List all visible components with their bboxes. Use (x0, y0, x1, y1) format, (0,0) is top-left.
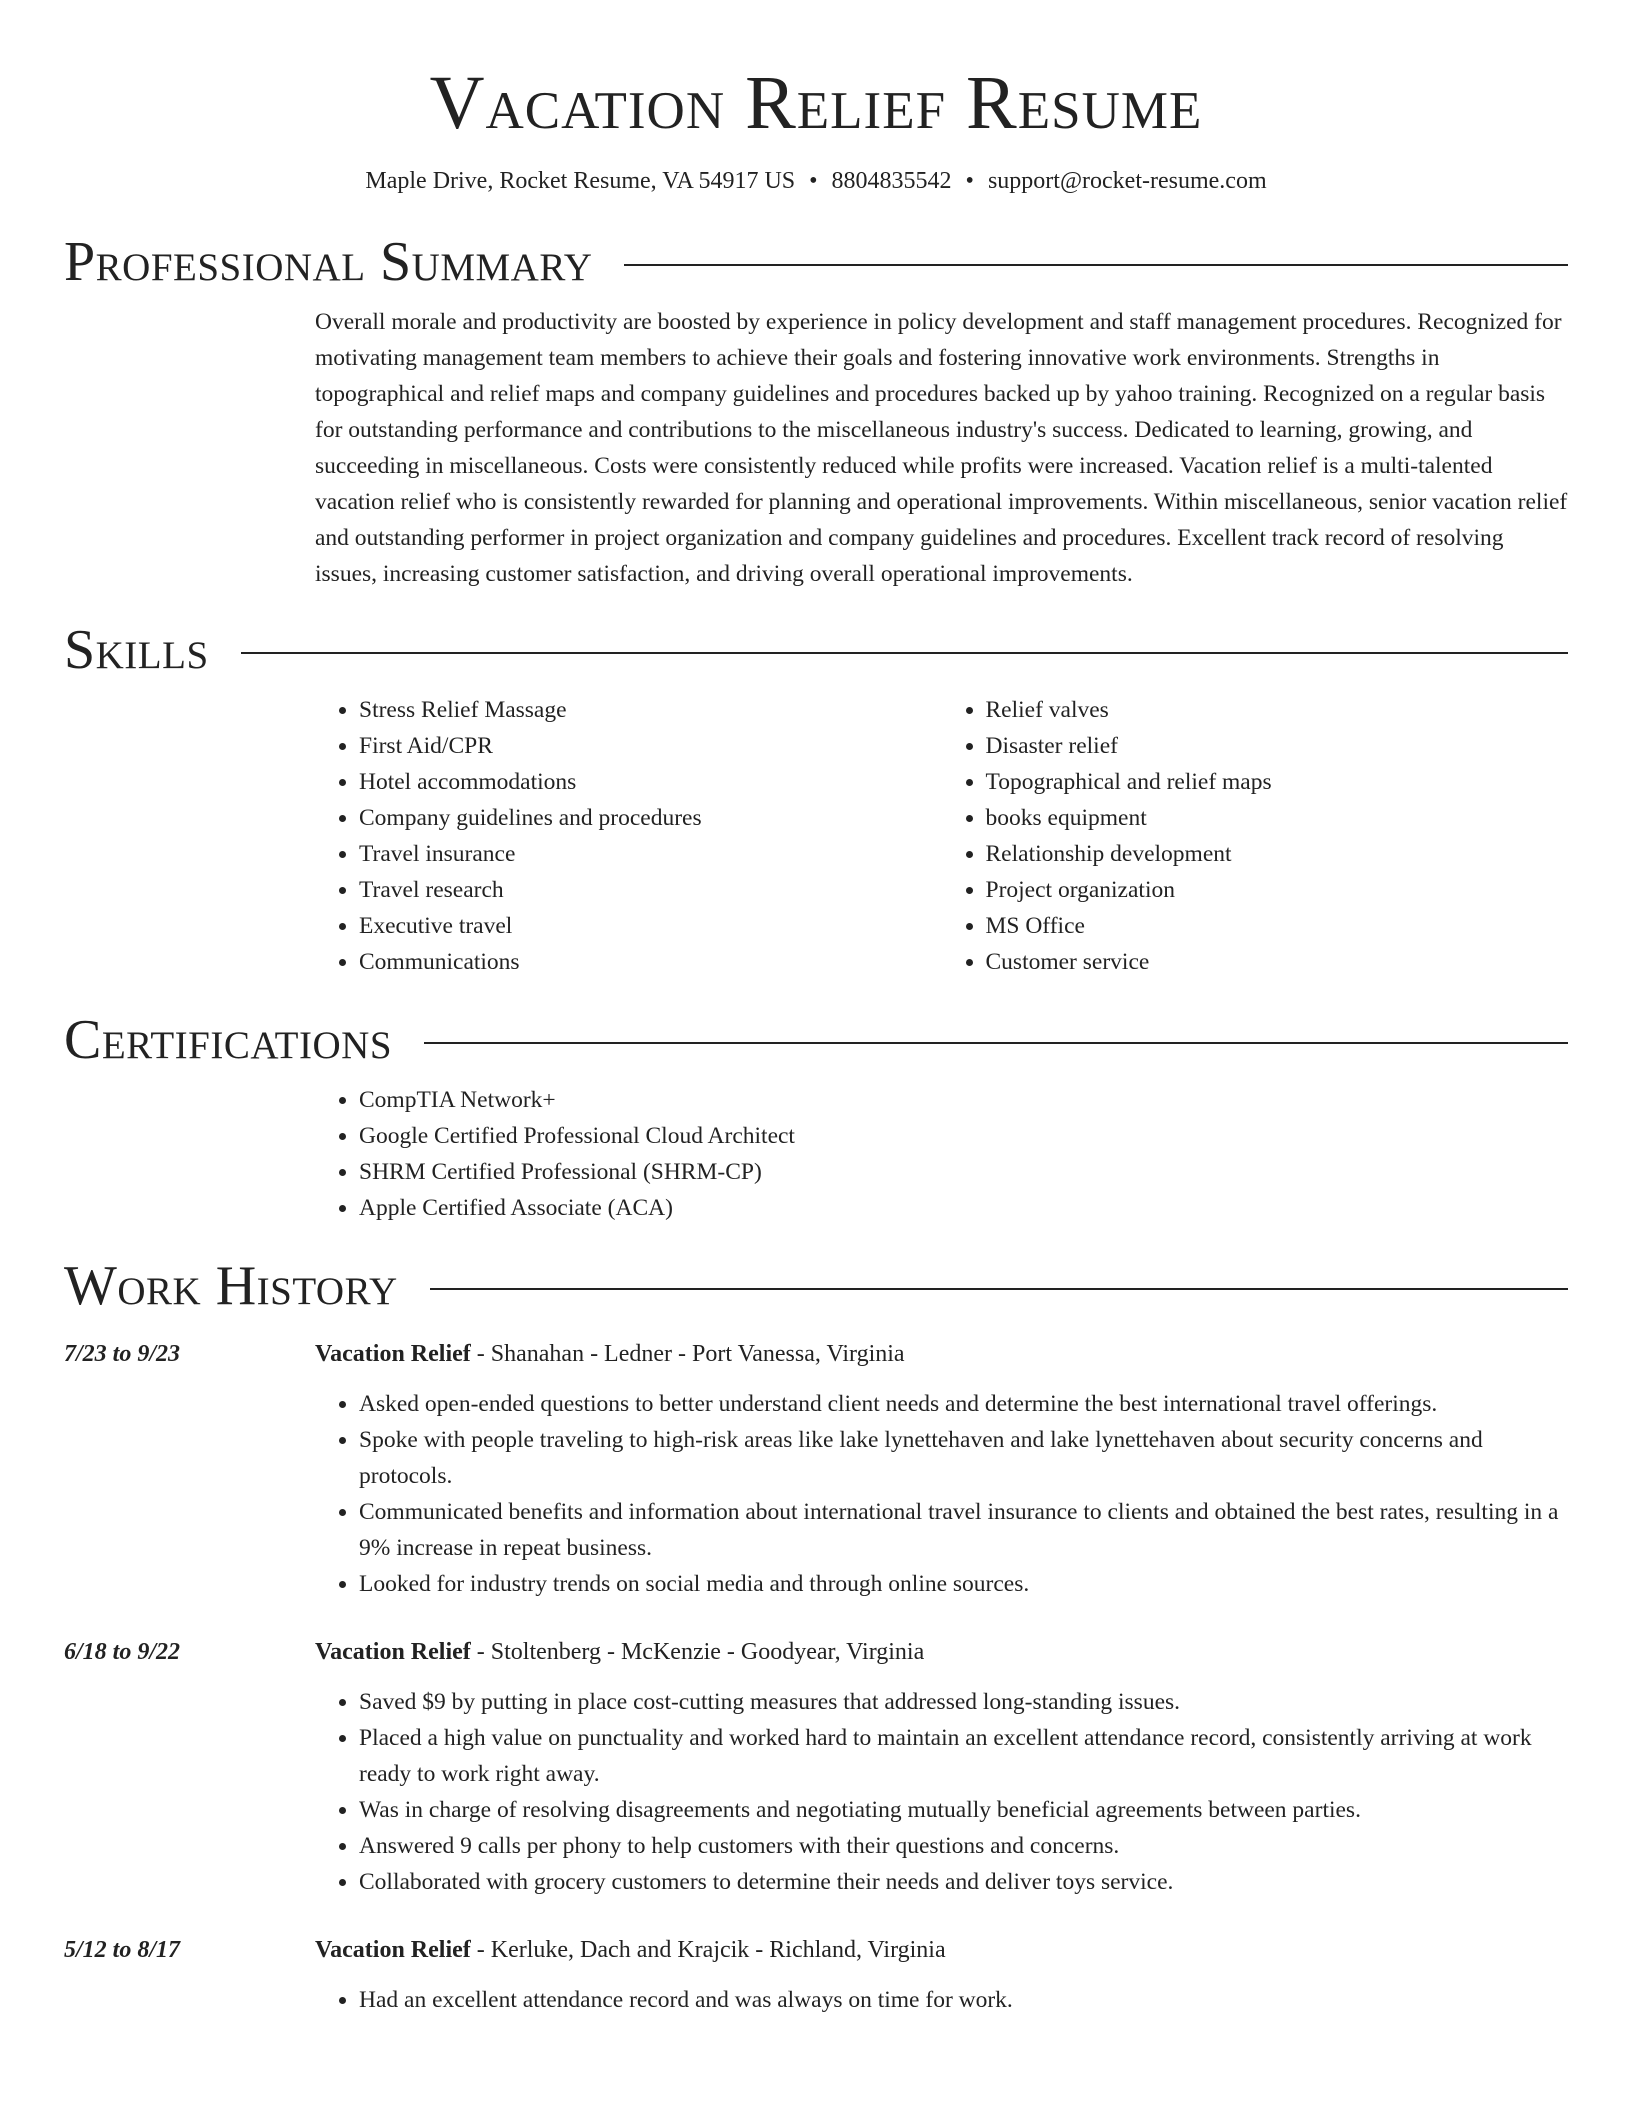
job-bullet: • Saved $9 by putting in place cost-cutting measures that addressed long-standing issues. (359, 1684, 1568, 1720)
job-bullet: • Was in charge of resolving disagreements and negotiating mutually beneficial agreements between parties. (359, 1792, 1568, 1828)
skill-item: • books equipment (986, 800, 1569, 836)
job-body (315, 1634, 1568, 1900)
certifications-section-header (64, 1008, 1568, 1072)
job-dates: 7/23 to 9/23 (64, 1341, 181, 1367)
job-bullet: • Asked open-ended questions to better understand client needs and determine the best international travel offerings. (359, 1386, 1568, 1422)
summary-text: Overall morale and productivity are boosted by experience in policy development and staff management procedures. Recognized for motivating management team members to achieve their goals and fostering innovative work environments. Strengths in topographical and relief maps and company guidelines and procedures backed up by yahoo training. Recognized on a regular basis for outstanding performance and contributions to the miscellaneous industry's success. Dedicated to learning, growing, and succeeding in miscellaneous. Costs were consistently reduced while profits were increased. Vacation relief is a multi-talented vacation relief who is consistently rewarded for planning and operational improvements. Within miscellaneous, senior vacation relief and outstanding performer in project organization and company guidelines and procedures. Excellent track record of resolving issues, increasing customer satisfaction, and driving overall operational improvements. (315, 309, 1568, 587)
job-bullet: • Spoke with people traveling to high-risk areas like lake lynettehaven and lake lynettehaven about security concerns and protocols. (359, 1422, 1568, 1494)
resume-title: Vacation Relief Resume (429, 61, 1203, 145)
skill-item: • Company guidelines and procedures (359, 800, 942, 836)
skill-item: • Stress Relief Massage (359, 692, 942, 728)
summary-heading: Professional Summary (64, 231, 593, 293)
job-title: Vacation Relief (315, 1341, 471, 1367)
skill-item: • Relationship development (986, 836, 1569, 872)
job-bullet: • Collaborated with grocery customers to determine their needs and deliver toys service. (359, 1864, 1568, 1900)
certification-item: • Google Certified Professional Cloud Architect (359, 1118, 1568, 1154)
skill-item: • Communications (359, 944, 942, 980)
skill-item: • First Aid/CPR (359, 728, 942, 764)
job-bullet: • Looked for industry trends on social media and through online sources. (359, 1566, 1568, 1602)
certification-item: • SHRM Certified Professional (SHRM-CP) (359, 1154, 1568, 1190)
certification-item: • CompTIA Network+ (359, 1082, 1568, 1118)
contact-line (64, 166, 1568, 196)
skill-item: • MS Office (986, 908, 1569, 944)
section-divider (430, 1288, 1568, 1290)
skills-section-header (64, 618, 1568, 682)
job-bullets (315, 1386, 1568, 1602)
job-heading (315, 1336, 1568, 1372)
job-entry (64, 1336, 1568, 1602)
contact-email: support@rocket-resume.com (987, 168, 1267, 194)
job-bullets (315, 1982, 1568, 2018)
skill-item: • Relief valves (986, 692, 1569, 728)
resume-page (64, 0, 1568, 2018)
skill-item: • Disaster relief (986, 728, 1569, 764)
job-heading (315, 1932, 1568, 1968)
job-bullets (315, 1684, 1568, 1900)
contact-address: Maple Drive, Rocket Resume, VA 54917 US (365, 168, 796, 194)
section-divider (624, 264, 1568, 266)
job-body (315, 1932, 1568, 2018)
job-bullet: • Placed a high value on punctuality and worked hard to maintain an excellent attendance record, consistently arriving at work ready to work right away. (359, 1720, 1568, 1792)
skill-item: • Hotel accommodations (359, 764, 942, 800)
summary-section-header (64, 230, 1568, 294)
skill-item: • Project organization (986, 872, 1569, 908)
job-dates: 6/18 to 9/22 (64, 1639, 181, 1665)
skills-heading: Skills (64, 619, 209, 681)
contact-phone: 8804835542 (831, 168, 952, 194)
job-heading (315, 1634, 1568, 1670)
job-company: - Stoltenberg - McKenzie - Goodyear, Virginia (470, 1639, 925, 1665)
job-bullet: • Had an excellent attendance record and was always on time for work. (359, 1982, 1568, 2018)
job-dates: 5/12 to 8/17 (64, 1937, 181, 1963)
skill-item: • Travel research (359, 872, 942, 908)
certifications-list (315, 1082, 1568, 1226)
skill-item: • Topographical and relief maps (986, 764, 1569, 800)
job-bullet: • Communicated benefits and information about international travel insurance to clients and obtained the best rates, resulting in a 9% increase in repeat business. (359, 1494, 1568, 1566)
job-title: Vacation Relief (315, 1639, 471, 1665)
certification-item: • Apple Certified Associate (ACA) (359, 1190, 1568, 1226)
skill-item: • Customer service (986, 944, 1569, 980)
job-entry (64, 1634, 1568, 1900)
work-history-section-header (64, 1254, 1568, 1318)
contact-separator: • (809, 168, 818, 194)
skills-column-right (942, 692, 1569, 980)
certifications-heading: Certifications (64, 1009, 393, 1071)
job-title: Vacation Relief (315, 1937, 471, 1963)
contact-separator: • (965, 168, 974, 194)
skills-list (315, 692, 1568, 980)
work-history-heading: Work History (64, 1255, 398, 1317)
section-divider (241, 652, 1568, 654)
skill-item: • Travel insurance (359, 836, 942, 872)
job-body (315, 1336, 1568, 1602)
job-entry (64, 1932, 1568, 2018)
job-bullet: • Answered 9 calls per phony to help customers with their questions and concerns. (359, 1828, 1568, 1864)
skills-column-left (315, 692, 942, 980)
skill-item: • Executive travel (359, 908, 942, 944)
section-divider (424, 1042, 1568, 1044)
job-company: - Shanahan - Ledner - Port Vanessa, Virginia (470, 1341, 905, 1367)
job-company: - Kerluke, Dach and Krajcik - Richland, Virginia (470, 1937, 946, 1963)
